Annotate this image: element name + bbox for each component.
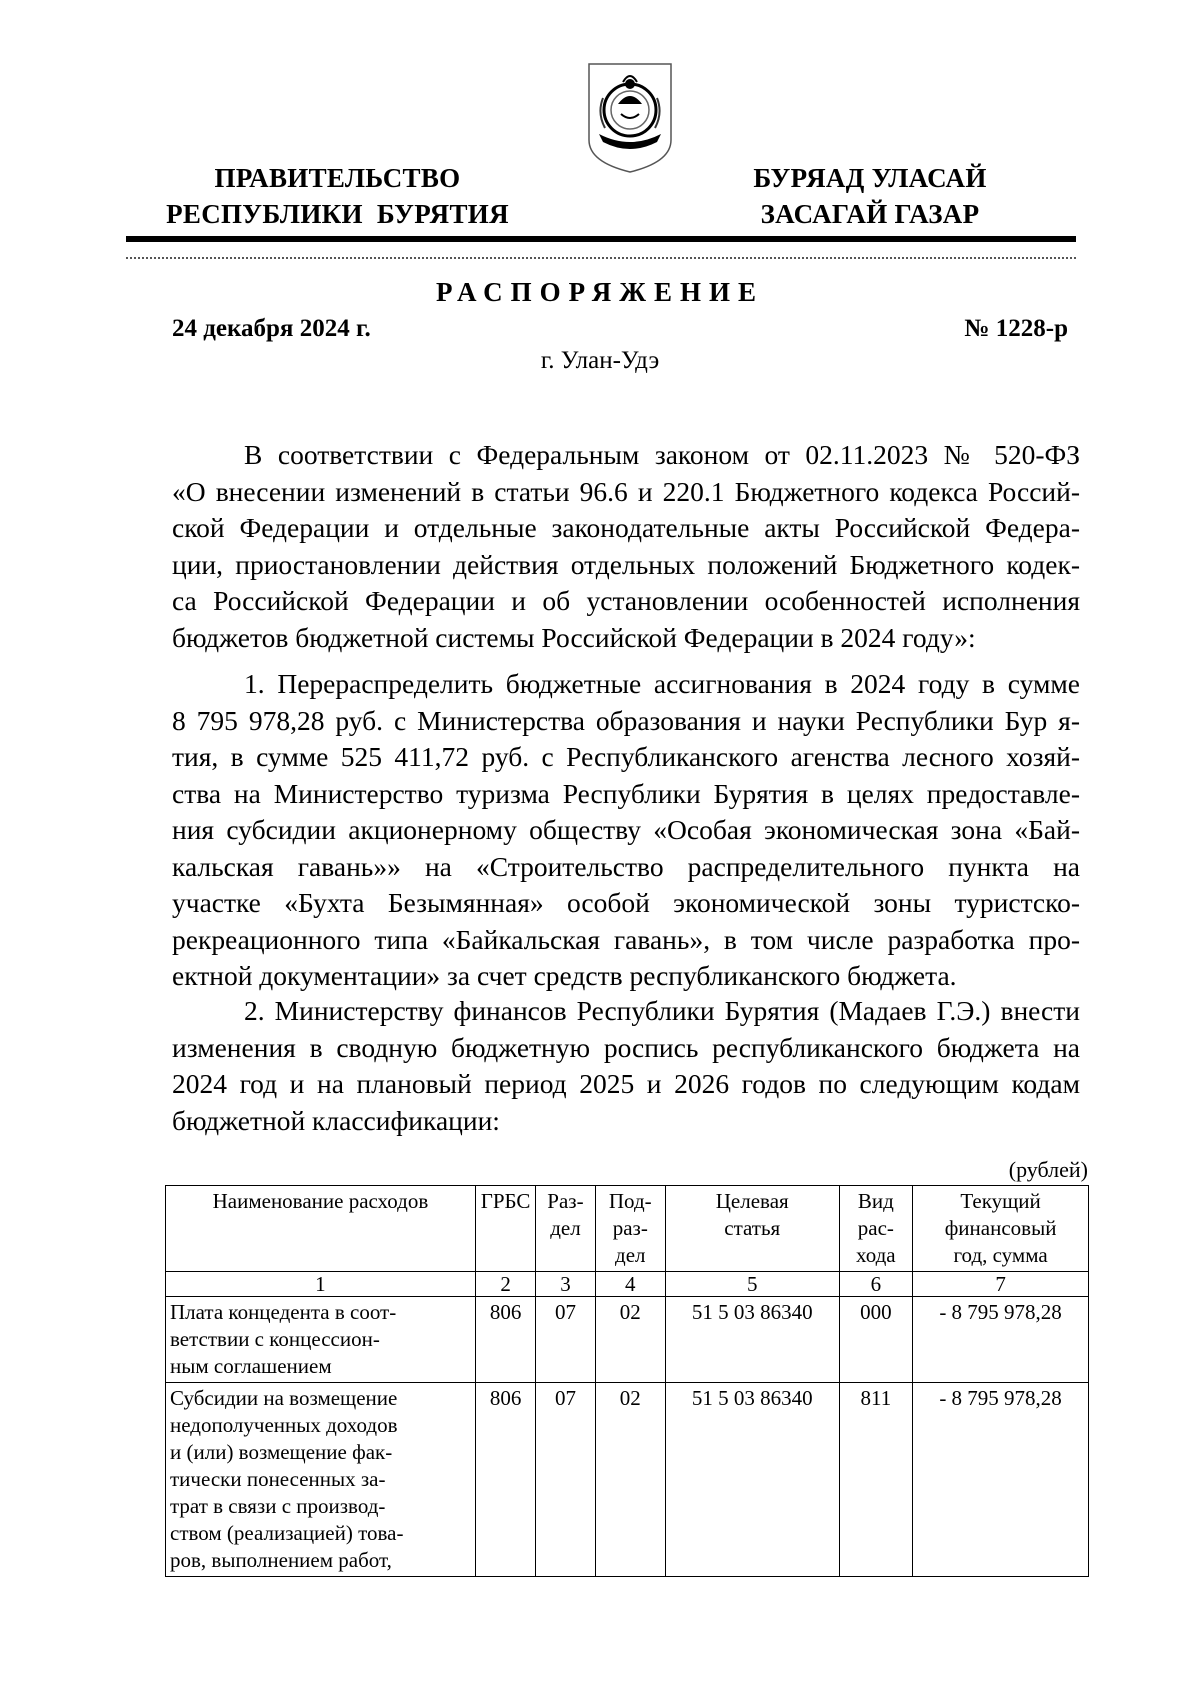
intro-line: В соответствии с Федеральным законом от 02.11.2023 № 520-ФЗ [244, 439, 1080, 470]
intro-paragraph [172, 437, 1080, 656]
para1-line: 8 795 978,28 руб. с Министерства образования и науки Республики Бур я- [172, 704, 1080, 736]
row-amount: - 8 795 978,28 [913, 1383, 1089, 1577]
org-bua-line1: БУРЯАД УЛАСАЙ [753, 163, 987, 193]
org-name-buryat [695, 160, 1045, 232]
org-ru-line2: РЕСПУБЛИКИ БУРЯТИЯ [166, 199, 509, 229]
row-vid: 000 [839, 1297, 913, 1383]
para1-line: ства на Министерство туризма Республики Бурятия в целях предоставле- [172, 777, 1080, 809]
column-number: 3 [536, 1272, 595, 1297]
para1-line: 1. Перераспределить бюджетные ассигнования в 2024 году в сумме [244, 668, 1080, 699]
row-amount: - 8 795 978,28 [913, 1297, 1089, 1383]
table-row [166, 1297, 1089, 1383]
para2-line: 2. Министерству финансов Республики Бурятия (Мадаев Г.Э.) внести [244, 995, 1080, 1026]
row-razdel: 07 [536, 1297, 595, 1383]
para2-line: бюджетной классификации: [172, 1104, 500, 1136]
header-article: Целевая статья [665, 1186, 839, 1272]
column-number: 6 [839, 1272, 913, 1297]
row-name: Субсидии на возмещение недополученных доходов и (или) возмещение фак- тически понесенных за- трат в связи с производ- ством (реализацией) това- ров, выполнением работ, [166, 1383, 476, 1577]
column-number: 4 [595, 1272, 665, 1297]
column-number: 2 [475, 1272, 535, 1297]
document-date: 24 декабря 2024 г. [172, 315, 371, 342]
header-divider-thick [126, 236, 1076, 242]
row-razdel: 07 [536, 1383, 595, 1577]
table-units: (рублей) [1008, 1157, 1088, 1182]
intro-line: бюджетов бюджетной системы Российской Федерации в 2024 году»: [172, 621, 976, 653]
intro-line: «О внесении изменений в статьи 96.6 и 220.1 Бюджетного кодекса Россий- [172, 475, 1080, 507]
column-number-row [166, 1272, 1089, 1297]
para2-line: 2024 год и на плановый период 2025 и 2026 годов по следующим кодам [172, 1068, 1080, 1099]
para1-line: рекреационного типа «Байкальская гавань», в том числе разработка про- [172, 923, 1080, 955]
column-number: 7 [913, 1272, 1089, 1297]
row-grbs: 806 [475, 1383, 535, 1577]
coat-of-arms-icon [585, 58, 675, 176]
header-sum: Текущий финансовый год, сумма [913, 1186, 1089, 1272]
row-podrazdel: 02 [595, 1297, 665, 1383]
table-header-row [166, 1186, 1089, 1272]
row-name: Плата концедента в соот- ветствии с концессион- ным соглашением [166, 1297, 476, 1383]
header-divider-thin [126, 257, 1076, 259]
org-bua-line2: ЗАСАГАЙ ГАЗАР [760, 199, 980, 229]
column-number: 5 [665, 1272, 839, 1297]
paragraph-1 [172, 666, 1080, 995]
table-row [166, 1383, 1089, 1577]
para1-line: участке «Бухта Безымянная» особой экономической зоны туристско- [172, 887, 1080, 918]
para1-line: ектной документации» за счет средств республиканского бюджета. [172, 960, 957, 991]
row-podrazdel: 02 [595, 1383, 665, 1577]
org-name-russian [150, 160, 525, 232]
intro-line: ской Федерации и отдельные законодательные акты Российской Федера- [172, 512, 1080, 543]
row-article: 51 5 03 86340 [665, 1297, 839, 1383]
column-number: 1 [166, 1272, 476, 1297]
row-vid: 811 [839, 1383, 913, 1577]
header-podrazdel: Под- раз- дел [595, 1186, 665, 1272]
document-title: РАСПОРЯЖЕНИЕ [435, 277, 765, 307]
intro-line: ции, приостановлении действия отдельных положений Бюджетного кодек- [172, 548, 1080, 580]
row-article: 51 5 03 86340 [665, 1383, 839, 1577]
para1-line: ния субсидии акционерному обществу «Особая экономическая зона «Бай- [172, 814, 1080, 845]
header-razdel: Раз- дел [536, 1186, 595, 1272]
row-grbs: 806 [475, 1297, 535, 1383]
document-number: № 1228-р [964, 315, 1068, 342]
org-ru-line1: ПРАВИТЕЛЬСТВО [214, 163, 461, 193]
header-grbs: ГРБС [475, 1186, 535, 1272]
para1-line: кальская гавань»» на «Строительство распределительного пункта на [172, 850, 1080, 882]
intro-line: са Российской Федерации и об установлении особенностей исполнения [172, 585, 1080, 616]
header-vid: Вид рас- хода [839, 1186, 913, 1272]
para1-line: тия, в сумме 525 411,72 руб. с Республиканского агенства лесного хозяй- [172, 741, 1080, 772]
paragraph-2 [172, 993, 1080, 1139]
document-city: г. Улан-Удэ [540, 347, 660, 374]
budget-table [165, 1185, 1089, 1577]
header-name: Наименование расходов [166, 1186, 476, 1272]
para2-line: изменения в сводную бюджетную роспись республиканского бюджета на [172, 1031, 1080, 1063]
